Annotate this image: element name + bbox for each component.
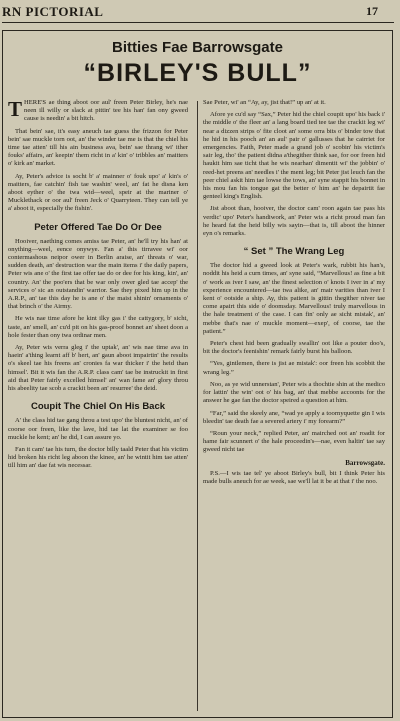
paragraph: Peter's chest hid been gradually swallin' oot like a pouter doo's, bit the doctor's feenishin' remark fairly burst his balloon.: [203, 340, 385, 356]
drop-cap: T: [8, 97, 23, 121]
paragraph: Fan it cam' tae his turn, the doctor billy taald Peter that his victim hid broken his richt leg aboon the kinee, an' he wintit him tae atten' till him an' dae fat wis necessar.: [8, 445, 188, 470]
paragraph: Afore ye cu'd say “Sax,” Peter hid the chiel coupit upo' his back i' the middle o' the fleer an' a lang board tied tee tae the crackit leg wi' near a dizzen strips o' fite cloot an' some orra bits o' binder tow that he hid in his pooch an' an aul' pair o' gallusses that he cairriet for emergencies. Faith, Peter made a grand job o' scobin' his victim's sair leg, tho' the patient didna a'thegither think sae, for oor freen hid haukit him sae ticht that he wis nearhan' dimentit wi' the jobbin' o' reed-het preens an' needles i' the ment leg; bit Peter jist leuch fan the peer chiel askit him tae lowse the tows, an' syne stappit his bonnet in his mou fan his tongue gat the better o' him an' he depairtit fae genteel king's English.: [203, 111, 385, 201]
intro-paragraph: [8, 99, 188, 124]
header-rule: [2, 22, 394, 23]
left-column: [8, 99, 188, 475]
series-title: Bitties Fae Barrowsgate: [112, 39, 283, 56]
intro-text: HERE'S ae thing aboot oor aul' freen Peter Birley, he's nae neen ill willy or slack at pittin' tee his han' fan ony gweed cause is needin' a bit hitch.: [24, 99, 188, 123]
paragraph: He wis nae time afore he kint ilky gas i' the cattygory, b' sicht, taste, an' smell, an' cu'd pit on his gas-proof bonnet an' sheet doon a hole fester than ony twa ordinar men.: [8, 315, 188, 339]
paragraph: “Roun your neck,” replied Peter, an' mairched oot an' roadit for hame fair scunnert o' the hale proceedin's—nae, even haltin' tae say gweed nicht tae: [203, 429, 385, 454]
paragraph: Jist aboot than, hooiver, the doctor cam' roon again tae pass his verdic' upo' Peter's handiwork, an' Peter wis a richt proud man fan he heard fat the heid billy wis sayin—that is, till aboot the hinner eyn o's remarks.: [203, 205, 385, 238]
signoff: Barrowsgate.: [345, 458, 385, 467]
article-frame: [2, 30, 393, 718]
paragraph: Ay, Peter's advice is socht b' a' mainner o' fouk upo' a' kin's o' maitters, fae catchin' fish tae washin' weel, an' fat he disna ken aboot eyther o' the twa wid—weel, speir at the mariner o' Mucklethack or oor aul' freen Jeck o' Quarryteen. They can tell ye a' aboot it, especially the fishin'.: [8, 172, 188, 213]
paragraph: That bein' sae, it's easy aneuch tae guess the frizzon for Peter bein' sae muckle torn oot, an' the winder tae me is that the chiel his time tae atten' till his ain business ava, bein' sae thrang wi' ither fouks' affairs, an' keepin' them richt in a' kin' o' tribbles an' maitters o' kirk an' market.: [8, 127, 188, 168]
page-header: [0, 0, 400, 24]
postscript: P.S.—I wis tae tel' ye aboot Birley's bull, bit I think Peter his made bulls aneuch for ae week, sae we'll lat it be at that i' the noo.: [203, 469, 385, 485]
article-headline: “BIRLEY'S BULL”: [83, 59, 312, 87]
paragraph: Ay, Peter wis verra gleg i' the uptak', an' wis nae time ava in haein' a'thing learnt aff b' hert, an' gaun aboot impairtin' the results o's skeel tae his freens an' cronies fa war thicker i' the heid than himsel'. Bit it wis fan the A.R.P. class cam' tae be instruckit in first aid that Peter fairly excelled himsel' an' wan fame an' glory throu his abeelity tae scob a crackit been an' resurree' the deid.: [8, 344, 188, 393]
paragraph: Hooiver, naething comes amiss tae Peter, an' he'll try his han' at onything—weel, eence onywye. Fan a' this tirravee wi' oor contermashous neipor ower in Berlin araise, an' threats o' war, sudden death, an' destruction war the main items i' the daily papers, Peter wis ane o' the first tae offer tae do or dee for his king, kin', an' country. An' the poo'ers that be war only ower gled tae accep' the services o' sic an outstandin' warrior. Sae they pixed him up in the A.R.P., an' tae this day he is ane o' the maist shinin' ornaments o' that brinch o' the Airmy.: [8, 237, 188, 311]
publication-name: RN PICTORIAL: [2, 4, 104, 19]
paragraph: Sae Peter, wi' an “Ay, ay, jist that!” up an' at it.: [203, 99, 326, 106]
paragraph: The doctor hid a gweed look at Peter's wark, rubbit his han's, noddit his heid a curn times, an' syne said, “Marvellous! as fine a bit o' work as iver I saw, an' the finest selection o' knots I iver in a' my experience encountered—tae twa alike, an' mair varities than iver I kent o' ootside a ship. Ay, this patient is gittin thegither niver tae come apairt this side o' doomsday. Marvellous! truly marvellous in the hale treatment o' the case. I can fin' only ae sicht mistak', an' mebbe that's nae o' muckle moment—exep', of coorse, tae the patient.”: [203, 262, 385, 335]
paragraph: Noo, as ye wid unnerstan', Peter wis a thochtie shin at the medico for lattin' the win' oot o' his bag, an' that mebbe accoonts for the answer he gae fan the doctor speired a question at him.: [203, 380, 385, 405]
paragraph: “Far,” said the skeely ane, “wad ye apply a toornyquette gin I wis bleedin' tae death fae a severed artery i' my forearm?”: [203, 409, 385, 425]
paragraph: A' the class hid tae gang throu a test upo' the bluntest nicht, an' of coorse oor freen, like the lave, hid tae lat the examiner se foo muckle he kent; an' he did, I can assure yo.: [8, 417, 188, 441]
subheading: “ Set ” The Wrang Leg: [243, 246, 345, 258]
paragraph: “Yes, gintlemen, there is jist ae mistak': oor freen his scobbit the wrang leg.”: [203, 360, 385, 376]
page-number: 17: [366, 4, 378, 18]
subheading: Coupit The Chiel On His Back: [30, 401, 166, 413]
subheading: Peter Offered Tae Do Or Dee: [34, 221, 162, 233]
column-divider: [197, 101, 198, 711]
right-column: [203, 99, 385, 490]
